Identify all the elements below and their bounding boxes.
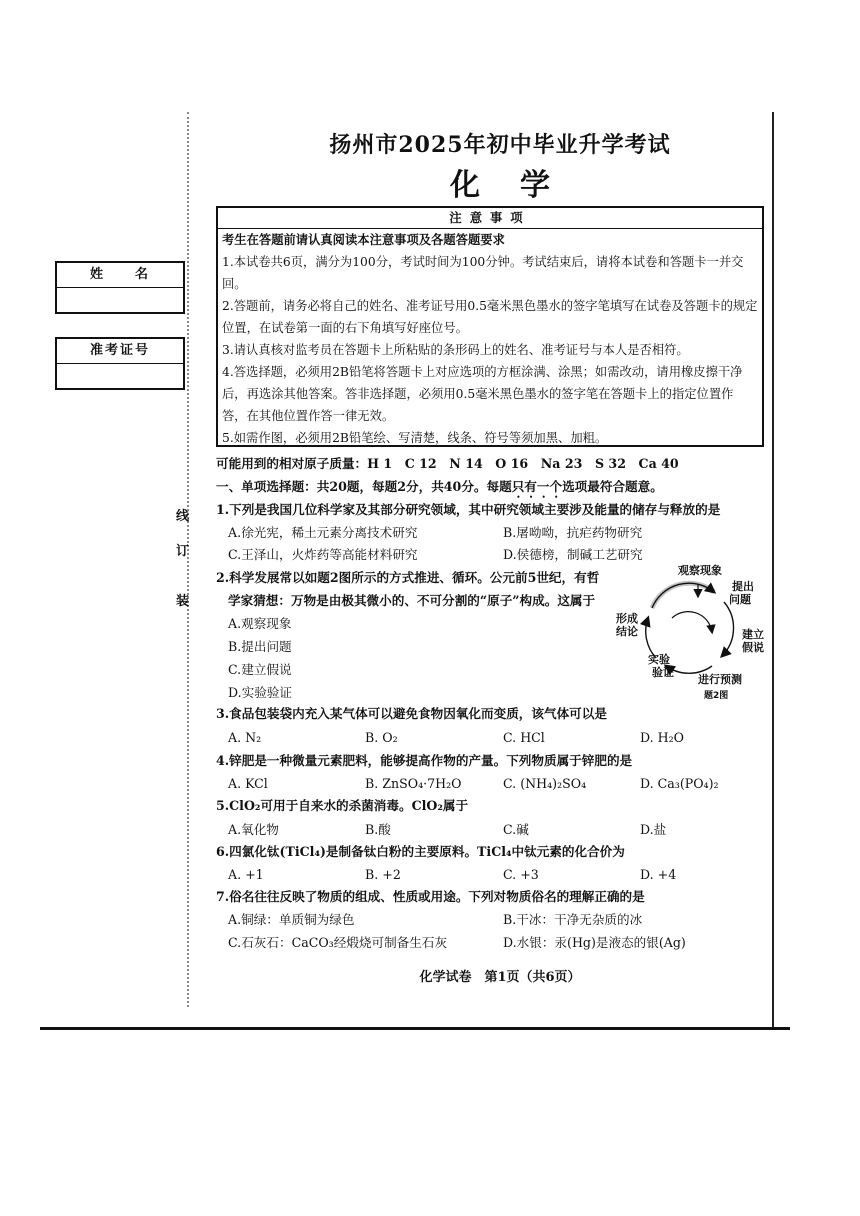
diagram-label-hyp-2: 假说 [742, 641, 764, 654]
notice-box [216, 206, 764, 447]
diagram-caption: 题2图 [704, 691, 729, 701]
notice-item-1: 1.本试卷共6页，满分为100分，考试时间为100分钟。考试结束后，请将本试卷和答题卡一并交回。 [222, 255, 744, 291]
diagram-label-exp-1: 实验 [648, 653, 670, 666]
cycle-inner-arrow [672, 612, 712, 632]
q6-stem: 6.四氯化钛(TiCl₄)是制备钛白粉的主要原料。TiCl₄中钛元素的化合价为 [216, 844, 625, 859]
q2-option-c: C.建立假说 [228, 662, 292, 677]
name-box [55, 261, 185, 314]
q6-option-c: C. +3 [503, 867, 539, 882]
q1-option-b: B.屠呦呦，抗疟药物研究 [503, 525, 643, 540]
q3-option-b: B. O₂ [365, 730, 398, 745]
q3-option-d: D. H₂O [640, 730, 685, 745]
name-label: 姓 名 [57, 263, 183, 288]
diagram-label-predict: 进行预测 [698, 673, 742, 686]
q5-option-a: A.氧化物 [228, 822, 279, 837]
notice-item-4: 4.答选择题，必须用2B铅笔将答题卡上对应选项的方框涂满、涂黑；如需改动，请用橡皮擦干净后，再选涂其他答案。答非选择题，必须用0.5毫米黑色墨水的签字笔在答题卡上的指定位置作答，在其他位置作答一律无效。 [222, 365, 743, 423]
id-box [55, 337, 185, 390]
cycle-arc-4 [646, 618, 656, 658]
page-right-edge [772, 112, 774, 1027]
notice-item-3: 3.请认真核对监考员在答题卡上所粘贴的条形码上的姓名、准考证号与本人是否相符。 [222, 343, 689, 357]
q3-option-c: C. HCl [503, 730, 545, 745]
q3-stem: 3.食品包装袋内充入某气体可以避免食物因氧化而变质，该气体可以是 [216, 706, 607, 721]
q7-stem: 7.俗名往往反映了物质的组成、性质或用途。下列对物质俗名的理解正确的是 [216, 889, 645, 904]
section-title-b: 选项最符合题意。 [562, 479, 663, 494]
q6-option-d: D. +4 [640, 867, 677, 882]
q2-option-a: A.观察现象 [228, 616, 292, 631]
q1-option-c: C.王泽山，火炸药等高能材料研究 [228, 547, 418, 562]
binding-char-1: 装 [176, 594, 190, 609]
q4-option-b: B. ZnSO₄·7H₂O [365, 776, 462, 791]
q2-option-b: B.提出问题 [228, 639, 292, 654]
diagram-label-raise-2: 问题 [729, 593, 751, 606]
q6-option-b: B. +2 [365, 867, 401, 882]
name-blank[interactable] [57, 288, 183, 312]
notice-heading: 注意事项 [218, 208, 762, 229]
q7-option-c: C.石灰石：CaCO₃经煅烧可制备生石灰 [228, 935, 448, 950]
notice-intro: 考生在答题前请认真阅读本注意事项及各题答题要求 [222, 232, 505, 247]
section-title [216, 478, 663, 501]
q2-stem-2: 学家猜想：万物是由极其微小的、不可分割的“原子”构成。这属于 [228, 593, 596, 608]
q5-stem: 5.ClO₂可用于自来水的杀菌消毒。ClO₂属于 [216, 798, 469, 813]
diagram-label-conc-1: 形成 [616, 612, 638, 625]
q7-option-b: B.干冰：干净无杂质的冰 [503, 912, 643, 927]
cycle-diagram [612, 562, 772, 702]
q1-option-d: D.侯德榜，制碱工艺研究 [503, 547, 643, 562]
page-footer: 化学试卷 第1页（共6页） [419, 970, 581, 985]
q5-option-b: B.酸 [365, 822, 391, 837]
binding-char-2: 订 [176, 544, 190, 559]
diagram-label-conc-2: 结论 [616, 625, 638, 638]
id-label: 准考证号 [57, 339, 183, 364]
exam-title: 扬州市2025年初中毕业升学考试 [329, 132, 671, 158]
q2-option-d: D.实验验证 [228, 685, 293, 700]
q3-option-a: A. N₂ [228, 730, 262, 745]
q7-option-a: A.铜绿：单质铜为绿色 [228, 912, 355, 927]
q5-option-c: C.碱 [503, 822, 529, 837]
q4-option-d: D. Ca₃(PO₄)₂ [640, 776, 719, 791]
notice-item-5: 5.如需作图，必须用2B铅笔绘、写清楚，线条、符号等须加黑、加粗。 [222, 431, 608, 445]
q1-stem: 1.下列是我国几位科学家及其部分研究领域，其中研究领域主要涉及能量的储存与释放的是 [216, 502, 721, 517]
diagram-label-hyp-1: 建立 [742, 628, 764, 641]
diagram-label-exp-2: 验证 [652, 666, 674, 679]
diagram-label-observe: 观察现象 [678, 564, 722, 577]
id-blank[interactable] [57, 364, 183, 388]
notice-item-2: 2.答题前，请务必将自己的姓名、准考证号用0.5毫米黑色墨水的签字笔填写在试卷及答题卡的规定位置，在试卷第一面的右下角填写好座位号。 [222, 299, 758, 335]
q4-stem: 4.锌肥是一种微量元素肥料，能够提高作物的产量。下列物质属于锌肥的是 [216, 753, 633, 768]
diagram-label-raise-1: 提出 [732, 580, 754, 593]
q2-stem: 2.科学发展常以如题2图所示的方式推进、循环。公元前5世纪，有哲 [216, 570, 600, 585]
cycle-arc-2 [722, 602, 734, 656]
page-bottom-rule [40, 1027, 790, 1030]
q1-option-a: A.徐光宪，稀土元素分离技术研究 [228, 525, 418, 540]
q4-option-c: C. (NH₄)₂SO₄ [503, 776, 587, 791]
q6-option-a: A. +1 [228, 867, 264, 882]
q4-option-a: A. KCl [228, 776, 268, 791]
q7-option-d: D.水银：汞(Hg)是液态的银(Ag) [503, 935, 686, 950]
section-title-emphasis: 只有一个 [511, 479, 563, 494]
binding-char-3: 线 [176, 509, 190, 524]
q5-option-d: D.盐 [640, 822, 667, 837]
section-title-a: 一、单项选择题：共20题，每题2分，共40分。每题 [216, 479, 512, 494]
binding-dotted-line [187, 112, 189, 1007]
subject-title: 化学 [450, 168, 590, 203]
atomic-masses: 可能用到的相对原子质量：H 1 C 12 N 14 O 16 Na 23 S 32 Ca 40 [216, 456, 679, 471]
